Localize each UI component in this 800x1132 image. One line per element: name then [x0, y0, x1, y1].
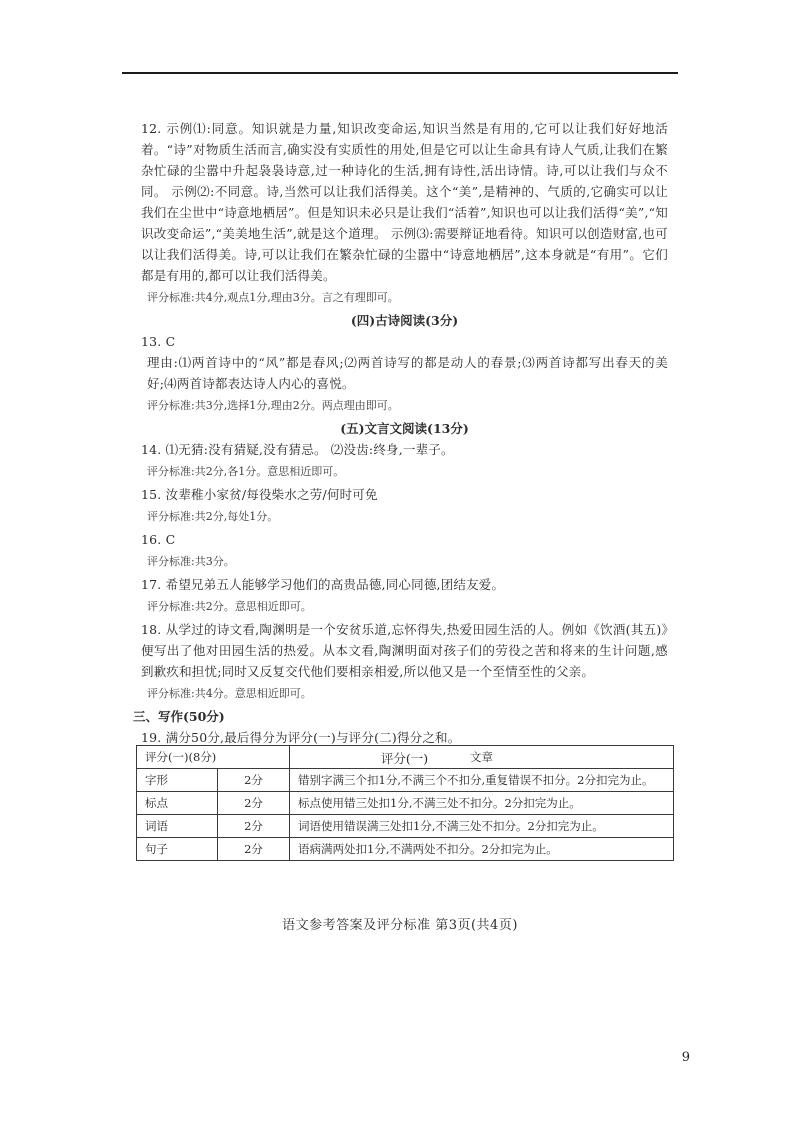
- page-number: 9: [681, 1050, 690, 1065]
- table-row: [137, 838, 674, 861]
- q12-answer: 12. 示例⑴:同意。知识就是力量,知识改变命运,知识当然是有用的,它可以让我们好好地活着。“诗”对物质生活而言,确实没有实质性的用处,但是它可以让生命具有诗人气质,让我们在繁杂忙碌的尘嚣中升起袅袅诗意,过一种诗化的生活,拥有诗性,活出诗情。诗,可以让我们与众不同。 示例⑵:不同意。诗,当然可以让我们活得美。这个“美”,是精神的、气质的,它确实可以让我们在尘世中“诗意地栖居”。但是知识未必只是让我们“活着”,知识也可以让我们活得“美”,“知识改变命运”,“美美地生活”,就是这个道理。 示例⑶:需要辩证地看待。知识可以创造财富,也可以让我们活得美。诗,可以让我们在繁杂忙碌的尘嚣中“诗意地栖居”,这本身就是“有用”。它们都是有用的,都可以让我们活得美。: [141, 121, 668, 283]
- table-header-row: [137, 746, 674, 769]
- table-cell-rule: 语病满两处扣1分,不满两处不扣分。2分扣完为止。: [290, 838, 674, 861]
- table-cell-rule: 词语使用错误满三处扣1分,不满三处不扣分。2分扣完为止。: [290, 815, 674, 838]
- header-rule: [122, 72, 678, 74]
- table-cell-rule: 错别字满三个扣1分,不满三个不扣分,重复错误不扣分。2分扣完为止。: [290, 769, 674, 792]
- q13-scoring: 评分标准:共3分,选择1分,理由2分。两点理由即可。: [147, 399, 399, 412]
- table-row: [137, 769, 674, 792]
- q15-answer: 15. 汝辈稚小家贫/每役柴水之劳/何时可免: [141, 487, 378, 502]
- table-header-article: 文章: [290, 746, 674, 769]
- table-caption: 评分(一): [380, 751, 429, 766]
- q14-answer: 14. ⑴无猜:没有猜疑,没有猜忌。 ⑵没齿:终身,一辈子。: [141, 442, 454, 457]
- table-header-category: 评分(一)(8分): [137, 746, 290, 769]
- table-cell-item: 句子: [137, 838, 218, 861]
- q18-answer: 18. 从学过的诗文看,陶渊明是一个安贫乐道,忘怀得失,热爱田园生活的人。例如《饮酒(其五)》便写出了他对田园生活的热爱。从本文看,陶渊明面对孩子们的劳役之苦和将来的生计问题,感到歉疚和担忧;同时又反复交代他们要相亲相爱,所以他又是一个至情至性的父亲。: [141, 622, 668, 679]
- table-cell-points: 2分: [218, 769, 290, 792]
- table-row: [137, 792, 674, 815]
- q14-scoring: 评分标准:共2分,各1分。意思相近即可。: [147, 465, 345, 478]
- section-5-title: (五)文言文阅读(13分): [340, 421, 469, 436]
- q17-answer: 17. 希望兄弟五人能够学习他们的高贵品德,同心同德,团结友爱。: [141, 577, 505, 592]
- table-cell-points: 2分: [218, 838, 290, 861]
- table-cell-item: 标点: [137, 792, 218, 815]
- table-cell-points: 2分: [218, 815, 290, 838]
- q16-scoring: 评分标准:共3分。: [147, 555, 235, 568]
- part-3-title: 三、写作(50分): [133, 709, 225, 724]
- answer-content: [133, 118, 668, 769]
- q15-scoring: 评分标准:共2分,每处1分。: [147, 510, 279, 523]
- table-cell-rule: 标点使用错三处扣1分,不满三处不扣分。2分扣完为止。: [290, 792, 674, 815]
- q19-answer: 19. 满分50分,最后得分为评分(一)与评分(二)得分之和。: [141, 730, 461, 745]
- page-footer: 语文参考答案及评分标准 第3页(共4页): [282, 918, 518, 933]
- q13-reason: 理由:⑴两首诗中的“风”都是春风;⑵两首诗写的都是动人的春景;⑶两首诗都写出春天的美好;⑷两首诗都表达诗人内心的喜悦。: [147, 355, 668, 391]
- q13-answer: 13. C: [141, 334, 176, 349]
- q12-scoring: 评分标准:共4分,观点1分,理由3分。言之有理即可。: [147, 291, 399, 304]
- table-row: [137, 815, 674, 838]
- table-cell-item: 字形: [137, 769, 218, 792]
- q17-scoring: 评分标准:共2分。意思相近即可。: [147, 600, 312, 613]
- table-cell-points: 2分: [218, 792, 290, 815]
- section-4-title: (四)古诗阅读(3分): [350, 313, 459, 328]
- table-cell-item: 词语: [137, 815, 218, 838]
- q18-scoring: 评分标准:共4分。意思相近即可。: [147, 687, 312, 700]
- scoring-table: [136, 745, 674, 861]
- q16-answer: 16. C: [141, 532, 176, 547]
